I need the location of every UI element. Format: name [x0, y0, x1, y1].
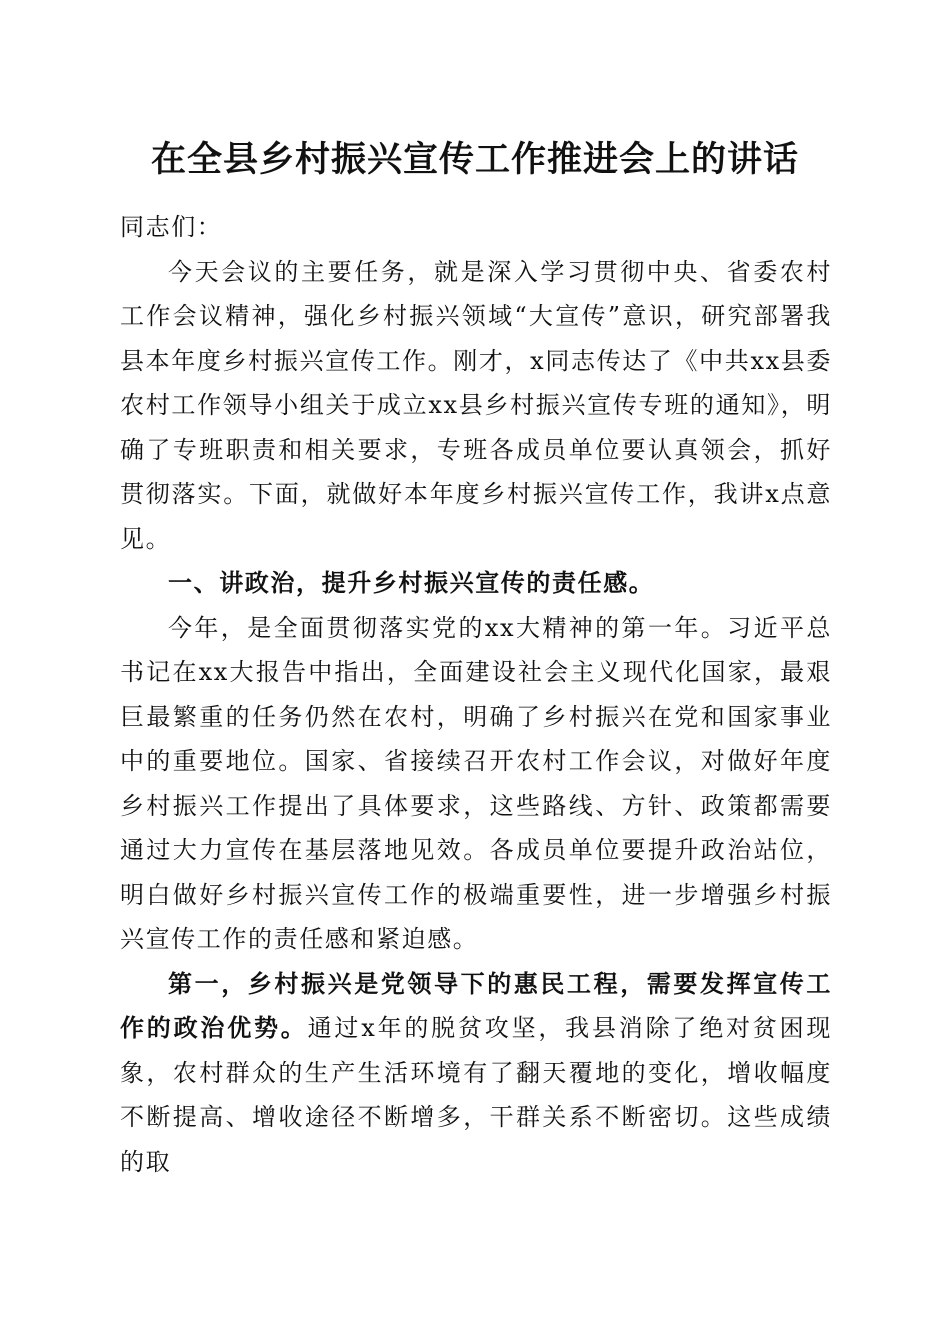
intro-paragraph: 今天会议的主要任务，就是深入学习贯彻中央、省委农村工作会议精神，强化乡村振兴领域“大宣传”意识，研究部署我县本年度乡村振兴宣传工作。刚才，x同志传达了《中共xx县委农村工作领导小组关于成立xx县乡村振兴宣传专班的通知》，明确了专班职责和相关要求，专班各成员单位要认真领会，抓好贯彻落实。下面，就做好本年度乡村振兴宣传工作，我讲x点意见。 — [120, 257, 832, 553]
document-title: 在全县乡村振兴宣传工作推进会上的讲话 — [150, 139, 799, 180]
section-heading-1: 一、讲政治，提升乡村振兴宣传的责任感。 — [168, 569, 655, 597]
salutation: 同志们： — [120, 213, 223, 241]
section-1-paragraph: 今年，是全面贯彻落实党的xx大精神的第一年。习近平总书记在xx大报告中指出，全面建设社会主义现代化国家，最艰巨最繁重的任务仍然在农村，明确了乡村振兴在党和国家事业中的重要地位。国家、省接续召开农村工作会议，对做好年度乡村振兴工作提出了具体要求，这些路线、方针、政策都需要通过大力宣传在基层落地见效。各成员单位要提升政治站位，明白做好乡村振兴宣传工作的极端重要性，进一步增强乡村振兴宣传工作的责任感和紧迫感。 — [120, 613, 832, 953]
point-1-paragraph — [120, 962, 832, 1185]
document-body — [120, 205, 832, 1184]
point-1-text: 通过x年的脱贫攻坚，我县消除了绝对贫困现象，农村群众的生产生活环境有了翻天覆地的变化，增收幅度不断提高、增收途径不断增多，干群关系不断密切。这些成绩的取 — [120, 1014, 832, 1176]
point-1-lead: 第一，乡村振兴是党领导下的惠民工程，需要发挥宣传工作的政治优势。 — [120, 968, 832, 1042]
